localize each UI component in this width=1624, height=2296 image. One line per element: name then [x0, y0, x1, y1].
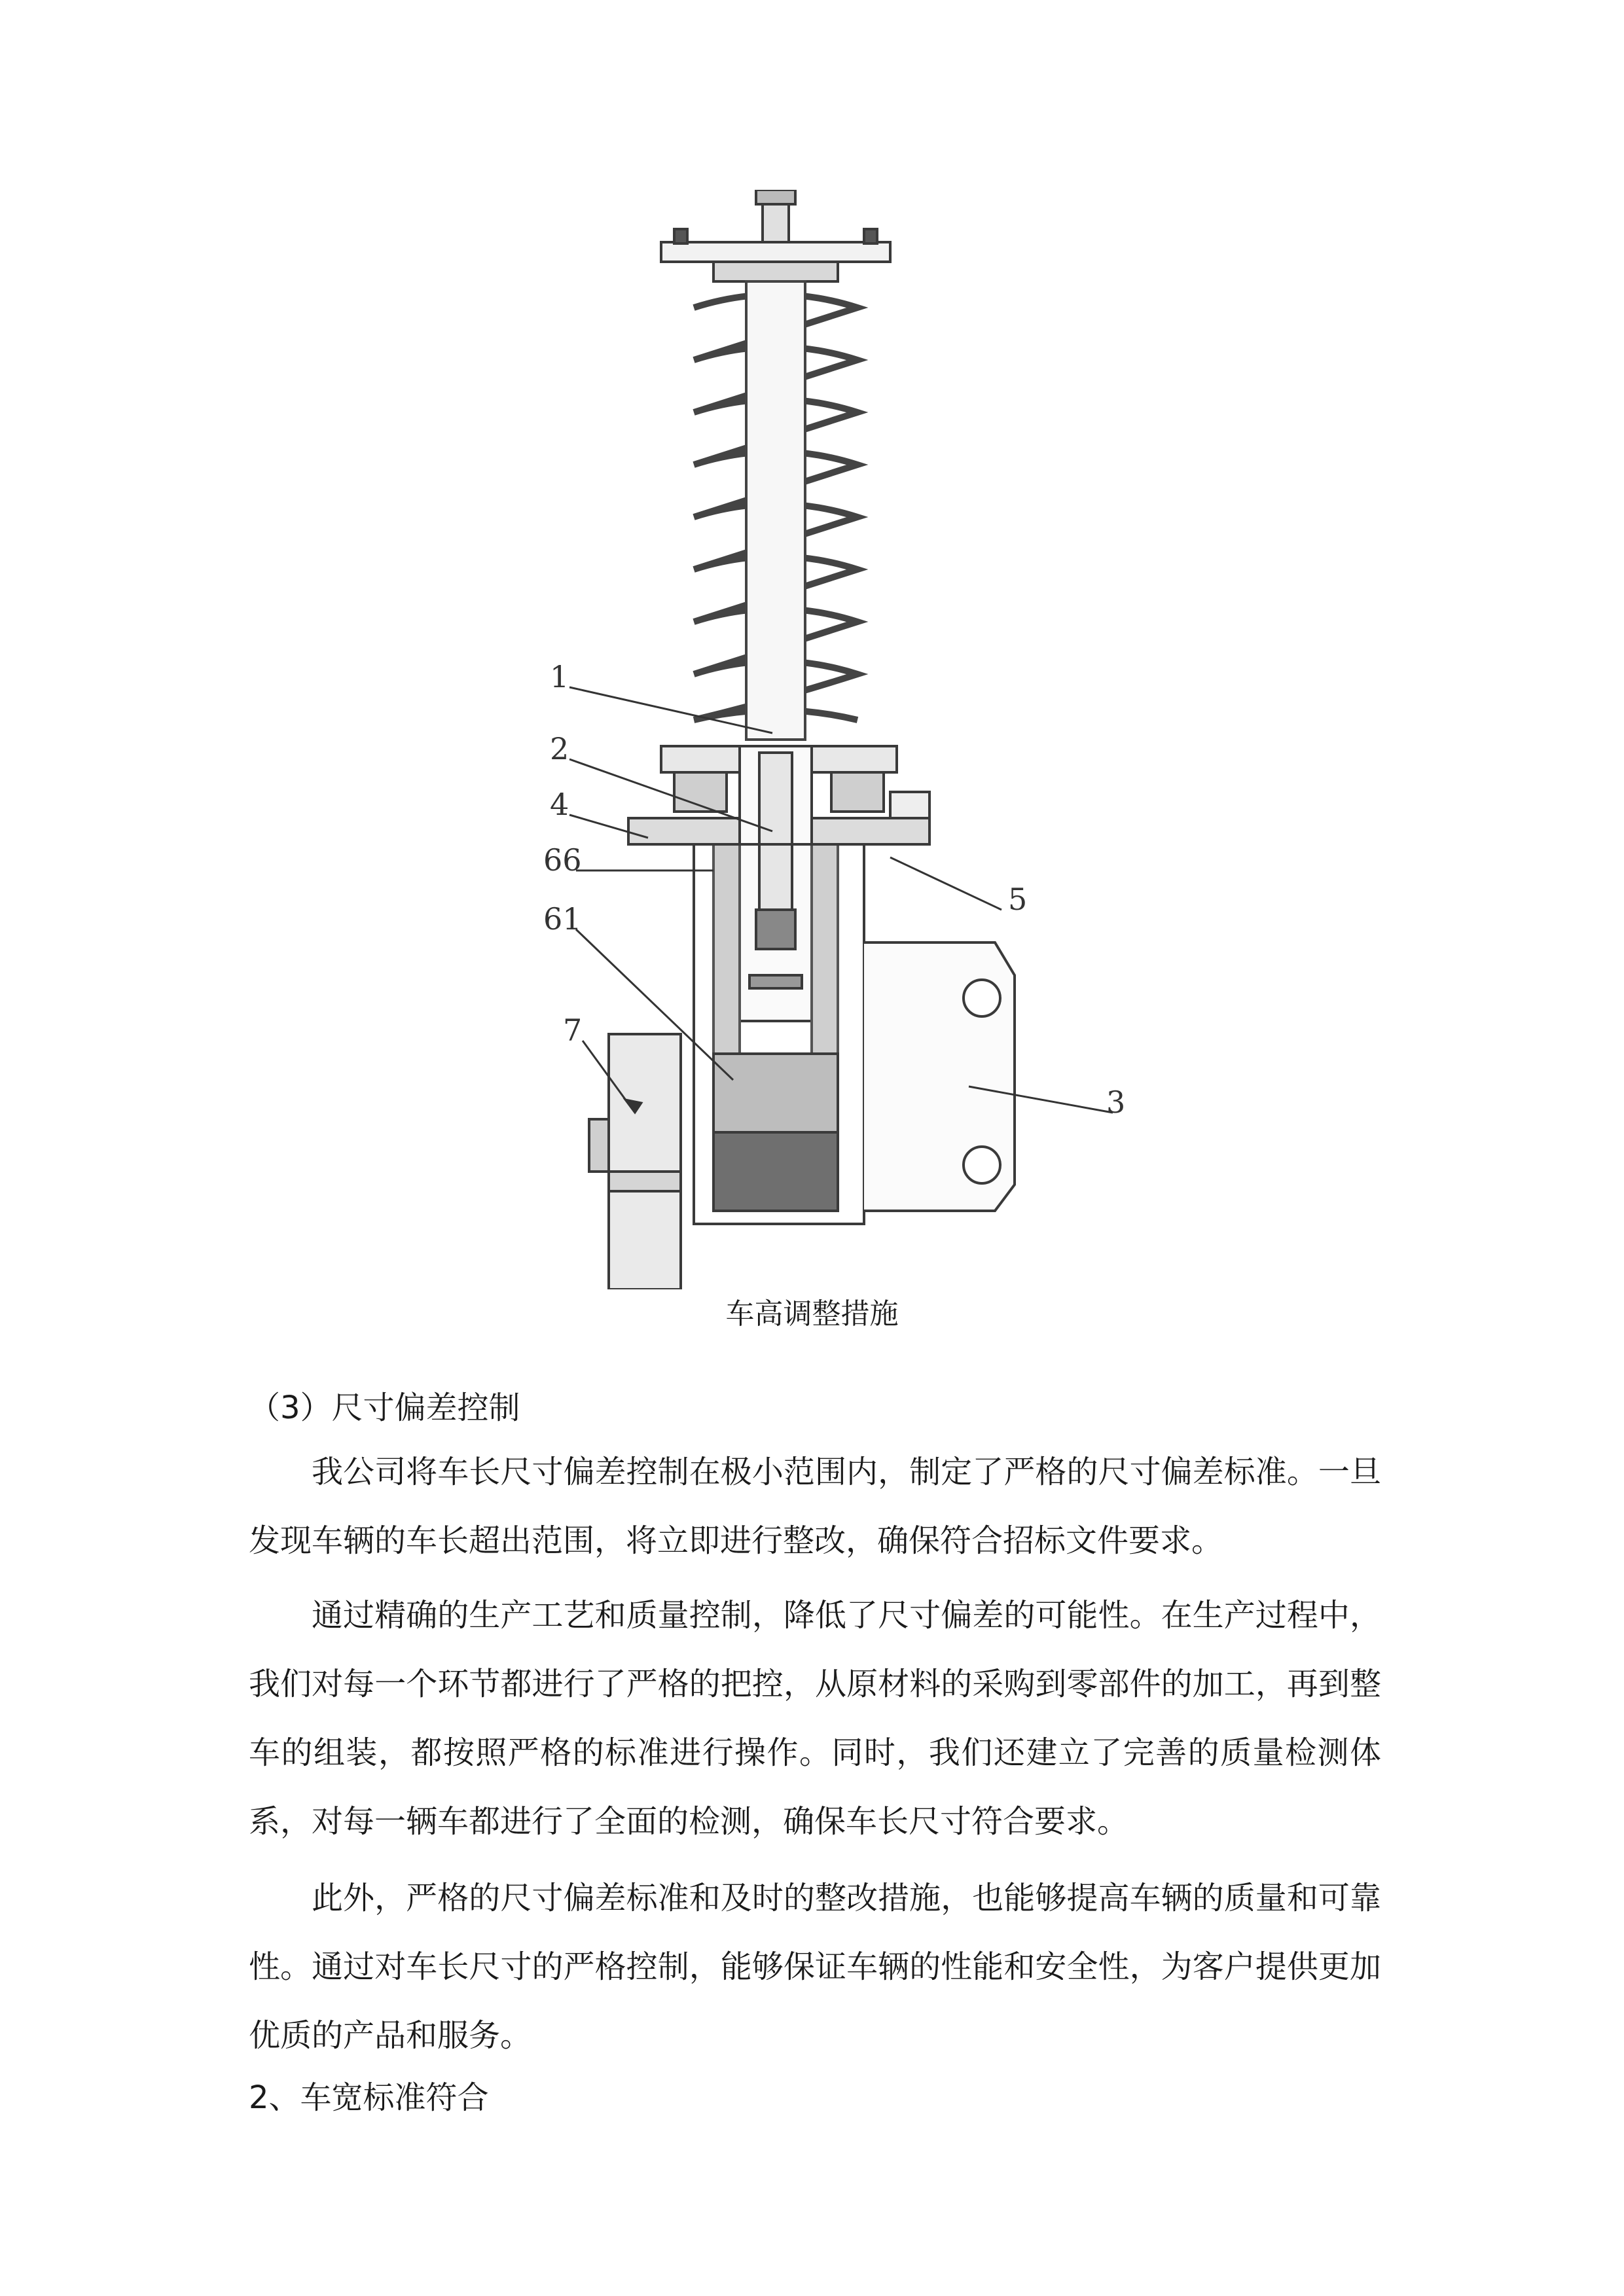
steering-knuckle: [589, 1034, 681, 1289]
figure-label: 5: [1008, 882, 1028, 917]
figure-label: 2: [550, 731, 569, 766]
top-mount: [661, 190, 890, 281]
paragraph: 我公司将车长尺寸偏差控制在极小范围内，制定了严格的尺寸偏差标准。一旦发现车辆的车长超出范围，将立即进行整改，确保符合招标文件要求。: [249, 1454, 1381, 1559]
coil-spring: [694, 281, 857, 740]
section-heading: （3）尺寸偏差控制: [249, 1390, 520, 1426]
figure-label: 66: [543, 842, 582, 878]
paragraph: 此外，严格的尺寸偏差标准和及时的整改措施，也能够提高车辆的质量和可靠性。通过对车长尺寸的严格控制，能够保证车辆的性能和安全性，为客户提供更加优质的产品和服务。: [249, 1880, 1381, 2054]
figure-caption: 车高调整措施: [725, 1297, 899, 1331]
figure-label: 1: [550, 659, 569, 694]
figure-label: 7: [563, 1013, 583, 1048]
shock-absorber-diagram: [497, 190, 1126, 1289]
next-section-heading: 2、车宽标准符合: [249, 2079, 489, 2116]
paragraph: 通过精确的生产工艺和质量控制，降低了尺寸偏差的可能性。在生产过程中，我们对每一个环节都进行了严格的把控，从原材料的采购到零部件的加工，再到整车的组装，都按照严格的标准进行操作。同时，我们还建立了完善的质量检测体系，对每一辆车都进行了全面的检测，确保车长尺寸符合要求。: [249, 1597, 1381, 1840]
mounting-bracket: [864, 942, 1015, 1211]
figure-label: 61: [543, 901, 582, 937]
figure-label: 3: [1106, 1085, 1126, 1120]
figure-label: 4: [550, 787, 569, 822]
